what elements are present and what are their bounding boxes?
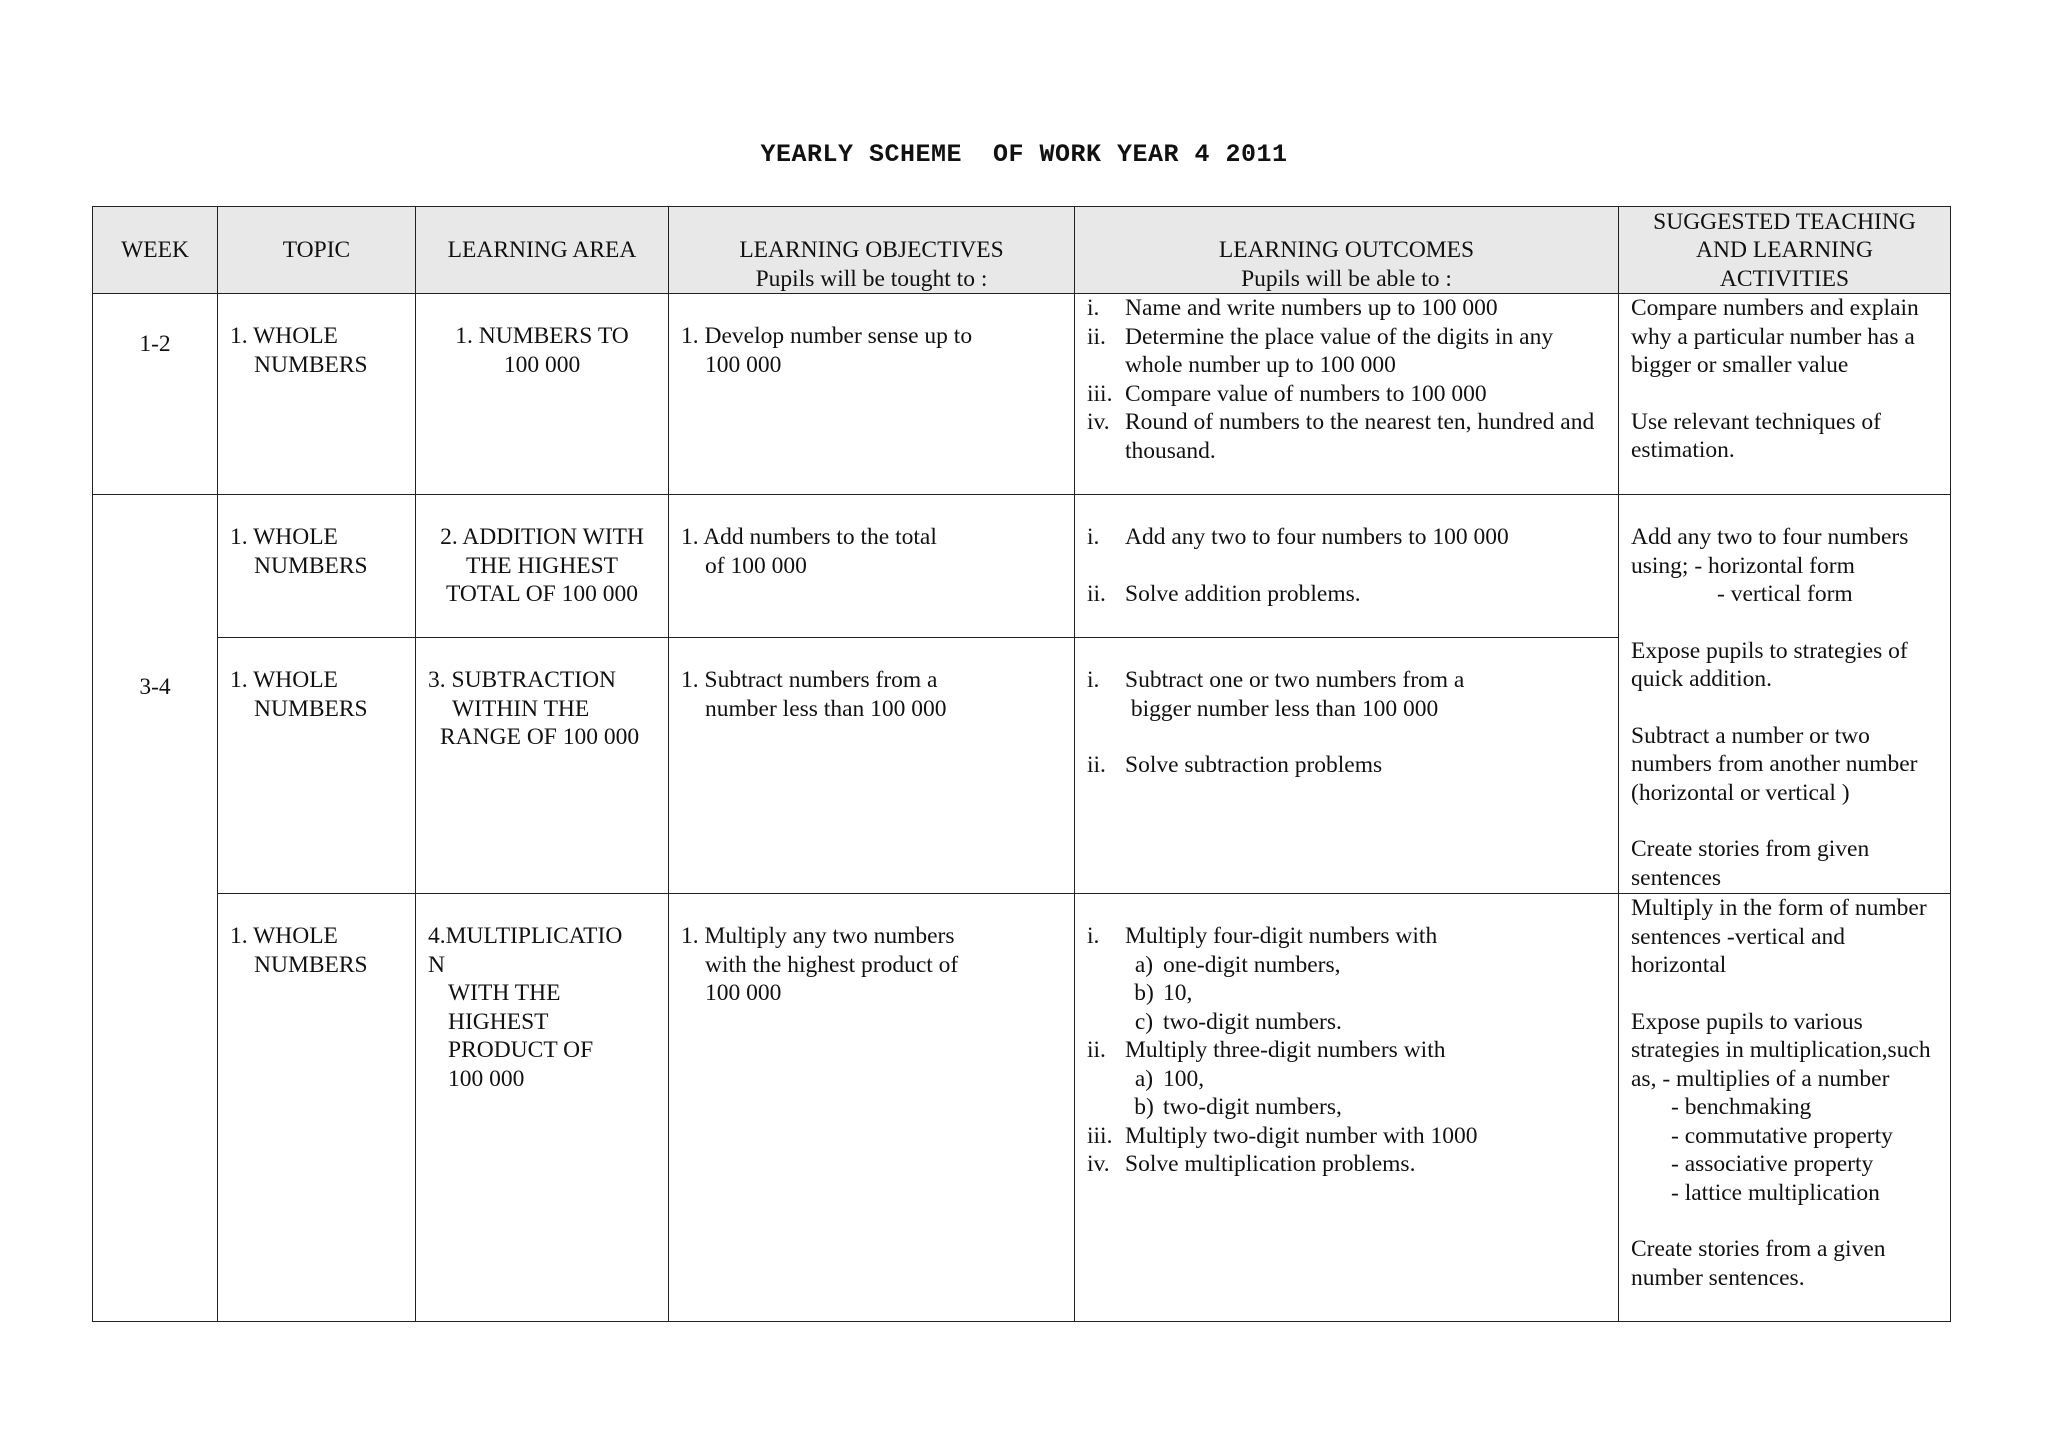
activity-text: Expose pupils to various strategies in multiplication,such as, - multiplies of a number <box>1631 1008 1931 1092</box>
week-cell <box>93 495 218 1322</box>
subitem-text: 100, <box>1163 1065 1205 1092</box>
learning-area-cell <box>416 894 669 1322</box>
subitem-letter: a) <box>1134 1065 1154 1092</box>
outcome-text: Subtract one or two numbers from a <box>1125 667 1465 693</box>
outcome-item <box>1087 380 1606 409</box>
objective-line: 1. Add numbers to the total <box>681 524 937 550</box>
area-line: WITH THE <box>448 980 561 1006</box>
subitem-letter: a) <box>1134 951 1154 978</box>
header-objectives-label: LEARNING OBJECTIVES <box>739 237 1004 263</box>
topic-line: NUMBERS <box>254 552 368 579</box>
area-line: 3. SUBTRACTION <box>428 667 617 693</box>
outcome-number: i. <box>1087 295 1100 321</box>
outcome-text: Multiply four-digit numbers with <box>1125 923 1438 949</box>
activity-text: Subtract a number or two numbers from another number (horizontal or vertical ) <box>1631 722 1918 806</box>
outcome-text: Multiply two-digit number with 1000 <box>1125 1122 1478 1149</box>
activities-cell <box>1619 894 1951 1322</box>
objective-line: 100 000 <box>705 351 782 378</box>
outcome-number: iv. <box>1087 1151 1110 1177</box>
outcome-text: Solve addition problems. <box>1125 580 1361 607</box>
subitem-text: two-digit numbers, <box>1163 1094 1342 1120</box>
header-outcomes-sub: Pupils will be able to : <box>1241 265 1452 292</box>
outcome-number: ii. <box>1087 580 1106 607</box>
learning-area-cell <box>416 638 669 894</box>
outcome-subitem <box>1087 1008 1606 1037</box>
outcome-text: Compare value of numbers to 100 000 <box>1125 380 1487 407</box>
topic-cell <box>218 894 416 1322</box>
outcome-text: Solve multiplication problems. <box>1125 1151 1416 1177</box>
outcome-number: iii. <box>1087 1122 1113 1149</box>
objective-line: number less than 100 000 <box>705 695 947 722</box>
activities-cell <box>1619 495 1951 894</box>
table-row <box>93 495 1951 638</box>
outcome-number: i. <box>1087 524 1100 550</box>
activity-text: - commutative property <box>1671 1122 1893 1149</box>
topic-line: NUMBERS <box>254 951 368 978</box>
header-activities <box>1619 207 1951 294</box>
area-line: HIGHEST <box>448 1008 549 1035</box>
objectives-cell <box>669 894 1075 1322</box>
activity-text: Expose pupils to strategies of quick addition. <box>1631 637 1908 692</box>
outcome-number: iv. <box>1087 409 1110 435</box>
header-activities-line1: SUGGESTED TEACHING <box>1653 208 1916 235</box>
topic-cell <box>218 638 416 894</box>
document-title: YEARLY SCHEME OF WORK YEAR 4 2011 <box>760 140 1288 169</box>
subitem-text: two-digit numbers. <box>1163 1008 1342 1035</box>
subitem-text: one-digit numbers, <box>1163 951 1341 978</box>
header-row <box>93 207 1951 294</box>
outcome-item <box>1087 922 1606 951</box>
area-line: N <box>428 951 445 978</box>
week-label: 1-2 <box>139 331 171 357</box>
outcome-number: ii. <box>1087 752 1106 778</box>
spacer <box>1631 807 1938 835</box>
week-cell <box>93 294 218 495</box>
activity-text: - lattice multiplication <box>1671 1179 1880 1206</box>
subitem-letter: c) <box>1134 1008 1154 1035</box>
subitem-text: 10, <box>1163 980 1193 1006</box>
objective-line: with the highest product of <box>705 951 959 978</box>
header-outcomes-label: LEARNING OUTCOMES <box>1218 237 1475 263</box>
outcome-text-group <box>1125 666 1606 723</box>
topic-cell <box>218 495 416 638</box>
objective-line: 100 000 <box>705 980 782 1006</box>
header-objectives-sub: Pupils will be tought to : <box>755 265 988 292</box>
outcome-number: i. <box>1087 667 1100 693</box>
outcome-item <box>1087 1122 1606 1151</box>
objectives-cell <box>669 495 1075 638</box>
outcome-item <box>1087 1150 1606 1179</box>
header-activities-line2: AND LEARNING <box>1696 237 1873 263</box>
activity-text: using; - horizontal form <box>1631 552 1855 579</box>
header-learning-outcomes <box>1075 207 1619 294</box>
outcome-number: i. <box>1087 923 1100 949</box>
topic-line: NUMBERS <box>254 695 368 722</box>
activity-text: Compare numbers and explain why a particular number has a bigger or smaller value <box>1631 295 1919 378</box>
objective-line: 1. Subtract numbers from a <box>681 667 938 693</box>
header-topic <box>218 207 416 294</box>
spacer <box>1631 609 1938 637</box>
week-label: 3-4 <box>139 674 171 700</box>
topic-line: 1. WHOLE <box>230 524 338 550</box>
area-line: PRODUCT OF <box>448 1037 594 1063</box>
area-line: 2. ADDITION WITH <box>440 524 644 550</box>
topic-line: 1. WHOLE <box>230 323 338 349</box>
outcome-item <box>1087 294 1606 323</box>
subitem-letter: b) <box>1134 980 1154 1006</box>
spacer <box>1631 380 1938 408</box>
table-row <box>93 294 1951 495</box>
spacer <box>1631 694 1938 722</box>
area-line: 4.MULTIPLICATIO <box>428 923 623 949</box>
area-line: RANGE OF 100 000 <box>440 724 640 750</box>
header-area-label: LEARNING AREA <box>447 236 637 263</box>
activity-text: Create stories from given sentences <box>1631 836 1870 891</box>
outcome-item <box>1087 523 1606 552</box>
outcome-text: Solve subtraction problems <box>1125 752 1383 778</box>
outcome-item <box>1087 751 1606 780</box>
activity-text: Add any two to four numbers <box>1631 524 1909 550</box>
outcome-text: Determine the place value of the digits in any whole number up to 100 000 <box>1125 323 1554 378</box>
spacer <box>1631 980 1938 1008</box>
table-row <box>93 894 1951 1322</box>
outcome-subitem <box>1087 1093 1606 1122</box>
area-line: WITHIN THE <box>452 695 590 722</box>
outcome-number: iii. <box>1087 380 1113 407</box>
outcome-item <box>1087 580 1606 609</box>
activities-cell <box>1619 294 1951 495</box>
subitem-letter: b) <box>1134 1094 1154 1120</box>
outcome-item <box>1087 408 1606 465</box>
objectives-cell <box>669 638 1075 894</box>
activity-text: Create stories from a given number sentences. <box>1631 1236 1886 1291</box>
outcome-text: Add any two to four numbers to 100 000 <box>1125 524 1509 550</box>
header-week <box>93 207 218 294</box>
objective-line: 1. Multiply any two numbers <box>681 923 955 949</box>
area-line: THE HIGHEST <box>465 552 619 579</box>
outcome-item <box>1087 666 1606 723</box>
scheme-table <box>92 206 1951 1322</box>
outcome-text: Multiply three-digit numbers with <box>1125 1037 1446 1063</box>
outcome-text: Round of numbers to the nearest ten, hundred and thousand. <box>1125 409 1595 464</box>
outcome-subitem <box>1087 979 1606 1008</box>
header-learning-area <box>416 207 669 294</box>
learning-area-cell <box>416 495 669 638</box>
topic-line: 1. WHOLE <box>230 923 338 949</box>
header-week-label: WEEK <box>121 236 189 263</box>
activity-text: - vertical form <box>1717 581 1853 607</box>
area-line: 1. NUMBERS TO <box>455 323 629 349</box>
activity-text: - associative property <box>1671 1151 1874 1177</box>
topic-cell <box>218 294 416 495</box>
outcomes-cell <box>1075 294 1619 495</box>
spacer <box>1087 552 1606 580</box>
spacer <box>1087 723 1606 751</box>
activity-text: - benchmaking <box>1671 1094 1812 1120</box>
objectives-cell <box>669 294 1075 495</box>
outcome-subitem <box>1087 1065 1606 1094</box>
topic-line: NUMBERS <box>254 351 368 378</box>
outcomes-cell <box>1075 894 1619 1322</box>
outcome-text: bigger number less than 100 000 <box>1125 695 1439 722</box>
outcome-number: ii. <box>1087 323 1106 350</box>
spacer <box>1631 1207 1938 1235</box>
objective-line: 1. Develop number sense up to <box>681 323 973 349</box>
outcome-number: ii. <box>1087 1037 1106 1063</box>
area-line: TOTAL OF 100 000 <box>446 581 638 607</box>
outcomes-cell <box>1075 495 1619 638</box>
area-line: 100 000 <box>503 351 581 378</box>
outcome-item <box>1087 1036 1606 1065</box>
objective-line: of 100 000 <box>705 552 807 579</box>
outcome-item <box>1087 323 1606 380</box>
activity-text: Multiply in the form of number sentences -vertical and horizontal <box>1631 895 1927 978</box>
outcome-subitem <box>1087 951 1606 980</box>
header-learning-objectives <box>669 207 1075 294</box>
header-topic-label: TOPIC <box>282 236 351 263</box>
outcome-text: Name and write numbers up to 100 000 <box>1125 295 1498 321</box>
learning-area-cell <box>416 294 669 495</box>
area-line: 100 000 <box>448 1065 525 1092</box>
header-activities-line3: ACTIVITIES <box>1719 265 1850 292</box>
topic-line: 1. WHOLE <box>230 667 338 693</box>
activity-text: Use relevant techniques of estimation. <box>1631 408 1881 463</box>
outcomes-cell <box>1075 638 1619 894</box>
